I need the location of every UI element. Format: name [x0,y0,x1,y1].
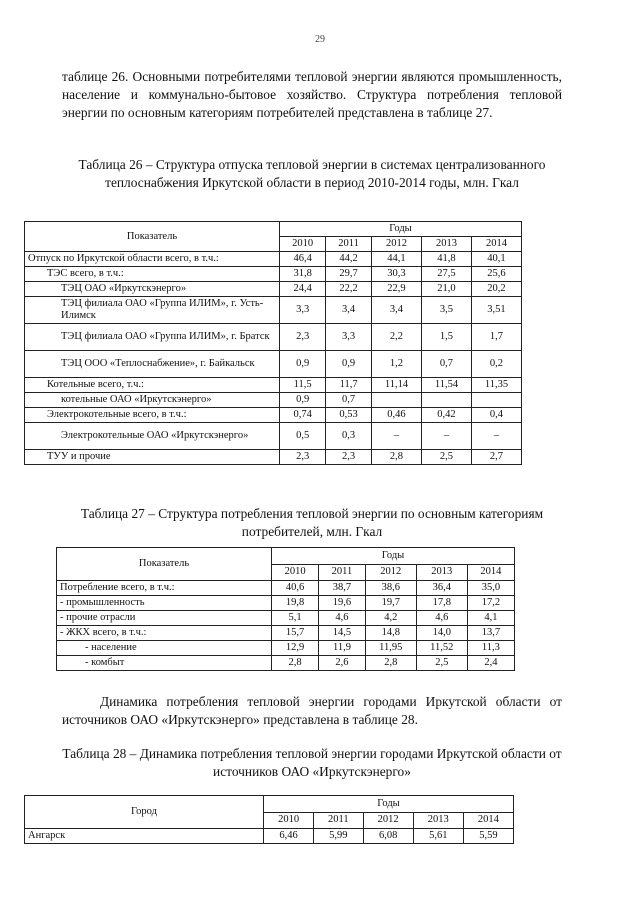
cell-value: 11,52 [416,641,467,656]
table-row [25,351,522,378]
cell-value: 44,2 [326,252,372,267]
cell-value: 20,2 [471,282,521,297]
cell-value: 4,6 [416,611,467,626]
cell-value: 2,3 [280,450,326,465]
cell-value: 38,7 [319,581,366,596]
header-label: Показатель [57,548,272,581]
cell-value: 25,6 [471,267,521,282]
table-27-caption: Таблица 27 – Структура потребления тепловой энергии по основным категориям потребителей, млн. Гкал [80,506,544,539]
cell-value: 3,4 [371,297,421,324]
header-year: 2013 [413,812,463,829]
cell-value: 2,7 [471,450,521,465]
cell-value: 5,61 [413,829,463,844]
cell-value: 2,5 [416,656,467,671]
table-row [25,423,522,450]
cell-value: 6,08 [363,829,413,844]
cell-value: 3,5 [421,297,471,324]
page-number: 29 [315,34,325,45]
cell-value: 17,8 [416,596,467,611]
header-year: 2014 [467,564,514,581]
cell-value: 0,46 [371,408,421,423]
header-label: Город [25,796,264,829]
cell-value: 4,1 [467,611,514,626]
table-row [57,581,515,596]
cell-value: 46,4 [280,252,326,267]
cell-value: 4,6 [319,611,366,626]
cell-value: 17,2 [467,596,514,611]
cell-value: 19,8 [272,596,319,611]
cell-value: 22,9 [371,282,421,297]
row-label: Электрокотельные ОАО «Иркутскэнерго» [25,423,280,450]
row-label: ТЭЦ филиала ОАО «Группа ИЛИМ», г. Братск [25,324,280,351]
cell-value: 11,54 [421,378,471,393]
cell-value: 11,3 [467,641,514,656]
cell-value: – [471,423,521,450]
cell-value: 2,5 [421,450,471,465]
row-label: ТУУ и прочие [25,450,280,465]
cell-value: 0,4 [471,408,521,423]
cell-value: 2,3 [280,324,326,351]
cell-value: 2,2 [371,324,421,351]
cell-value: 13,7 [467,626,514,641]
header-label: Показатель [25,222,280,252]
table-row [25,324,522,351]
table-26-caption: Таблица 26 – Структура отпуска тепловой энергии в системах централизованного теплоснабжения Иркутской области в период 2010-2014 годы, млн. Гкал [78,157,546,190]
cell-value: 0,9 [280,351,326,378]
cell-value: – [371,423,421,450]
cell-value: 12,9 [272,641,319,656]
table-row [57,626,515,641]
header-year: 2011 [326,237,372,252]
cell-value [471,393,521,408]
cell-value: 36,4 [416,581,467,596]
header-year: 2011 [319,564,366,581]
cell-value: 0,5 [280,423,326,450]
row-label: Потребление всего, в т.ч.: [57,581,272,596]
cell-value: 19,6 [319,596,366,611]
cell-value: 2,6 [319,656,366,671]
cell-value: 14,0 [416,626,467,641]
cell-value: 15,7 [272,626,319,641]
cell-value: 5,1 [272,611,319,626]
row-label: ТЭЦ филиала ОАО «Группа ИЛИМ», г. Усть-Илимск [25,297,280,324]
cell-value: – [421,423,471,450]
table-row [25,282,522,297]
cell-value [371,393,421,408]
header-years-group: Годы [280,222,522,237]
cell-value: 6,46 [264,829,314,844]
header-year: 2010 [280,237,326,252]
cell-value: 0,7 [326,393,372,408]
table-row [25,393,522,408]
cell-value: 4,2 [365,611,416,626]
cell-value: 2,8 [371,450,421,465]
header-year: 2012 [371,237,421,252]
header-years-group: Годы [272,548,515,565]
row-label: Отпуск по Иркутской области всего, в т.ч.: [25,252,280,267]
table-27 [56,547,515,671]
cell-value: 11,9 [319,641,366,656]
cell-value: 11,35 [471,378,521,393]
cell-value: 40,6 [272,581,319,596]
cell-value: 0,7 [421,351,471,378]
cell-value: 41,8 [421,252,471,267]
header-year: 2012 [365,564,416,581]
table-row [25,252,522,267]
row-label: ТЭЦ ООО «Теплоснабжение», г. Байкальск [25,351,280,378]
cell-value: 2,4 [467,656,514,671]
cell-value: 3,3 [280,297,326,324]
cell-value: 5,99 [314,829,363,844]
cell-value: 0,53 [326,408,372,423]
header-year: 2013 [421,237,471,252]
cell-value: 3,51 [471,297,521,324]
row-label: Электрокотельные всего, в т.ч.: [25,408,280,423]
row-label: ТЭС всего, в т.ч.: [25,267,280,282]
row-label: Котельные всего, т.ч.: [25,378,280,393]
header-year: 2011 [314,812,363,829]
cell-value: 11,14 [371,378,421,393]
table-28 [24,795,514,844]
cell-value: 44,1 [371,252,421,267]
header-year: 2012 [363,812,413,829]
cell-value: 21,0 [421,282,471,297]
cell-value: 3,4 [326,297,372,324]
cell-value: 14,5 [319,626,366,641]
table-row [57,656,515,671]
cell-value [421,393,471,408]
row-label: - ЖКХ всего, в т.ч.: [57,626,272,641]
cell-value: 0,2 [471,351,521,378]
table-28-caption: Таблица 28 – Динамика потребления тепловой энергии городами Иркутской области от источников ОАО «Иркутскэнерго» [62,746,562,779]
cell-value: 38,6 [365,581,416,596]
row-label: ТЭЦ ОАО «Иркутскэнерго» [25,282,280,297]
table-row [57,596,515,611]
cell-value: 11,7 [326,378,372,393]
cell-value: 2,8 [272,656,319,671]
row-label: - прочие отрасли [57,611,272,626]
cell-value: 22,2 [326,282,372,297]
mid-paragraph: Динамика потребления тепловой энергии городами Иркутской области от источников ОАО «Иркутскэнерго» представлена в таблице 28. [62,694,562,727]
cell-value: 14,8 [365,626,416,641]
cell-value: 0,9 [326,351,372,378]
cell-value: 11,95 [365,641,416,656]
cell-value: 0,74 [280,408,326,423]
cell-value: 1,7 [471,324,521,351]
header-year: 2013 [416,564,467,581]
row-label: - промышленность [57,596,272,611]
table-row [57,611,515,626]
table-row [57,641,515,656]
row-label: - население [57,641,272,656]
table-row [25,408,522,423]
header-year: 2010 [264,812,314,829]
intro-paragraph: таблице 26. Основными потребителями тепловой энергии являются промышленность, население и коммунально-бытовое хозяйство. Структура потребления тепловой энергии по основным категориям потребителей представлена в таблице 27. [62,69,562,120]
cell-value: 0,3 [326,423,372,450]
header-year: 2014 [471,237,521,252]
cell-value: 27,5 [421,267,471,282]
table-row [25,378,522,393]
cell-value: 30,3 [371,267,421,282]
cell-value: 11,5 [280,378,326,393]
cell-value: 2,8 [365,656,416,671]
table-row [25,297,522,324]
table-row [25,450,522,465]
cell-value: 40,1 [471,252,521,267]
header-year: 2010 [272,564,319,581]
cell-value: 1,5 [421,324,471,351]
cell-value: 0,9 [280,393,326,408]
header-year: 2014 [463,812,513,829]
row-label: котельные ОАО «Иркутскэнерго» [25,393,280,408]
cell-value: 2,3 [326,450,372,465]
cell-value: 5,59 [463,829,513,844]
table-26 [24,221,522,465]
cell-value: 24,4 [280,282,326,297]
row-label: - комбыт [57,656,272,671]
cell-value: 1,2 [371,351,421,378]
header-years-group: Годы [264,796,514,813]
cell-value: 31,8 [280,267,326,282]
row-label: Ангарск [25,829,264,844]
cell-value: 0,42 [421,408,471,423]
cell-value: 35,0 [467,581,514,596]
cell-value: 3,3 [326,324,372,351]
table-row [25,829,514,844]
table-row [25,267,522,282]
cell-value: 29,7 [326,267,372,282]
cell-value: 19,7 [365,596,416,611]
